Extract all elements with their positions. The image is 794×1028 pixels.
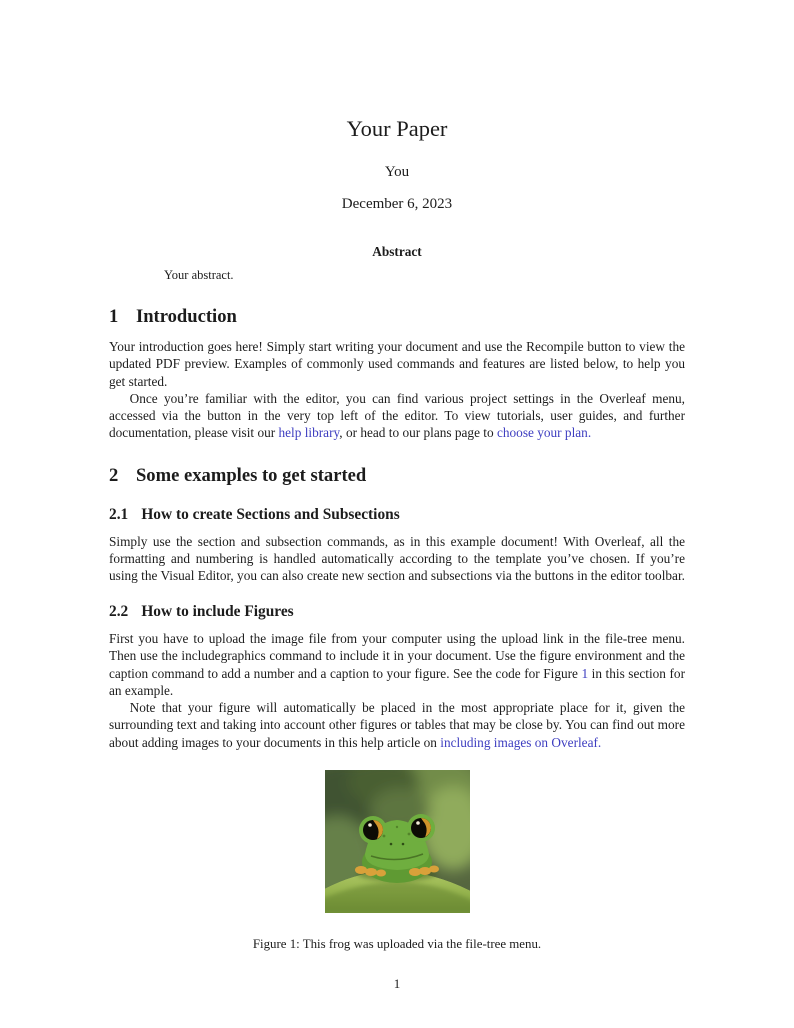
section-2-heading (109, 465, 685, 487)
subsection-2-2-number: 2.2 (109, 603, 129, 621)
subsection-2-2-heading (109, 603, 685, 621)
paper-date: December 6, 2023 (341, 196, 453, 212)
section-2-title: Some examples to get started (135, 464, 367, 486)
section-1-heading (109, 306, 685, 328)
figure-1-ref-link[interactable]: 1 (581, 665, 589, 681)
subsection-2-1-number: 2.1 (109, 505, 129, 523)
section-2-number: 2 (109, 464, 119, 486)
choose-your-plan-link[interactable]: choose your plan. (496, 425, 592, 441)
section-1-number: 1 (109, 306, 119, 328)
section-1-title: Introduction (135, 306, 237, 328)
subsection-2-1-title: How to create Sections and Subsections (141, 505, 400, 523)
paper-author: You (384, 164, 410, 180)
intro-paragraph-2 (109, 390, 685, 442)
figures-paragraph-1 (109, 630, 685, 699)
figures-paragraph-2 (109, 699, 685, 751)
including-images-overleaf-link[interactable]: including images on Overleaf. (440, 734, 602, 750)
abstract-body: Your abstract. (164, 268, 234, 282)
abstract-heading: Abstract (372, 244, 422, 259)
intro-p2-text-2: , or head to our plans page to (339, 425, 497, 441)
figure-1 (109, 770, 685, 952)
intro-paragraph-1: Your introduction goes here! Simply start writing your document and use the Recompile button to view the updated PDF preview. Examples of commonly used commands and features are listed below, to help you get started. (109, 339, 685, 389)
paper-title: Your Paper (346, 116, 448, 141)
subsection-2-2-title: How to include Figures (141, 603, 294, 621)
intro-p2-text-1: Once you’re familiar with the editor, you can find various project settings in the Overleaf menu, accessed via the button in the very top left of the editor. To view tutorials, user guides, and further documentation, please visit our (109, 390, 685, 441)
abstract-block (109, 244, 685, 283)
figure-1-caption: Figure 1: This frog was uploaded via the file-tree menu. (252, 936, 542, 951)
subsection-2-1-heading (109, 506, 685, 524)
title-block (109, 0, 685, 213)
figures-p1-text-2: in this section for an example. (109, 665, 685, 698)
page-number: 1 (393, 976, 401, 991)
figures-p2-text-1: Note that your figure will automatically be placed in the most appropriate place for it, given the surrounding text and taking into account other figures or tables that may be close by. You can find out more about adding images to your documents in this help article on (109, 700, 685, 750)
sections-paragraph-1: Simply use the section and subsection commands, as in this example document! With Overleaf, all the formatting and numbering is handled automatically according to the template you’ve chosen. If you’re using the Visual Editor, you can also create new section and subsections via the buttons in the editor toolbar. (109, 533, 685, 583)
help-library-link[interactable]: help library (278, 425, 340, 441)
frog-image (325, 770, 470, 913)
figures-p1-text-1: First you have to upload the image file from your computer using the upload link in the file-tree menu. Then use the includegraphics command to include it in your document. Use the figure environment and the caption command to add a number and a caption to your figure. See the code for Figure (109, 631, 685, 681)
